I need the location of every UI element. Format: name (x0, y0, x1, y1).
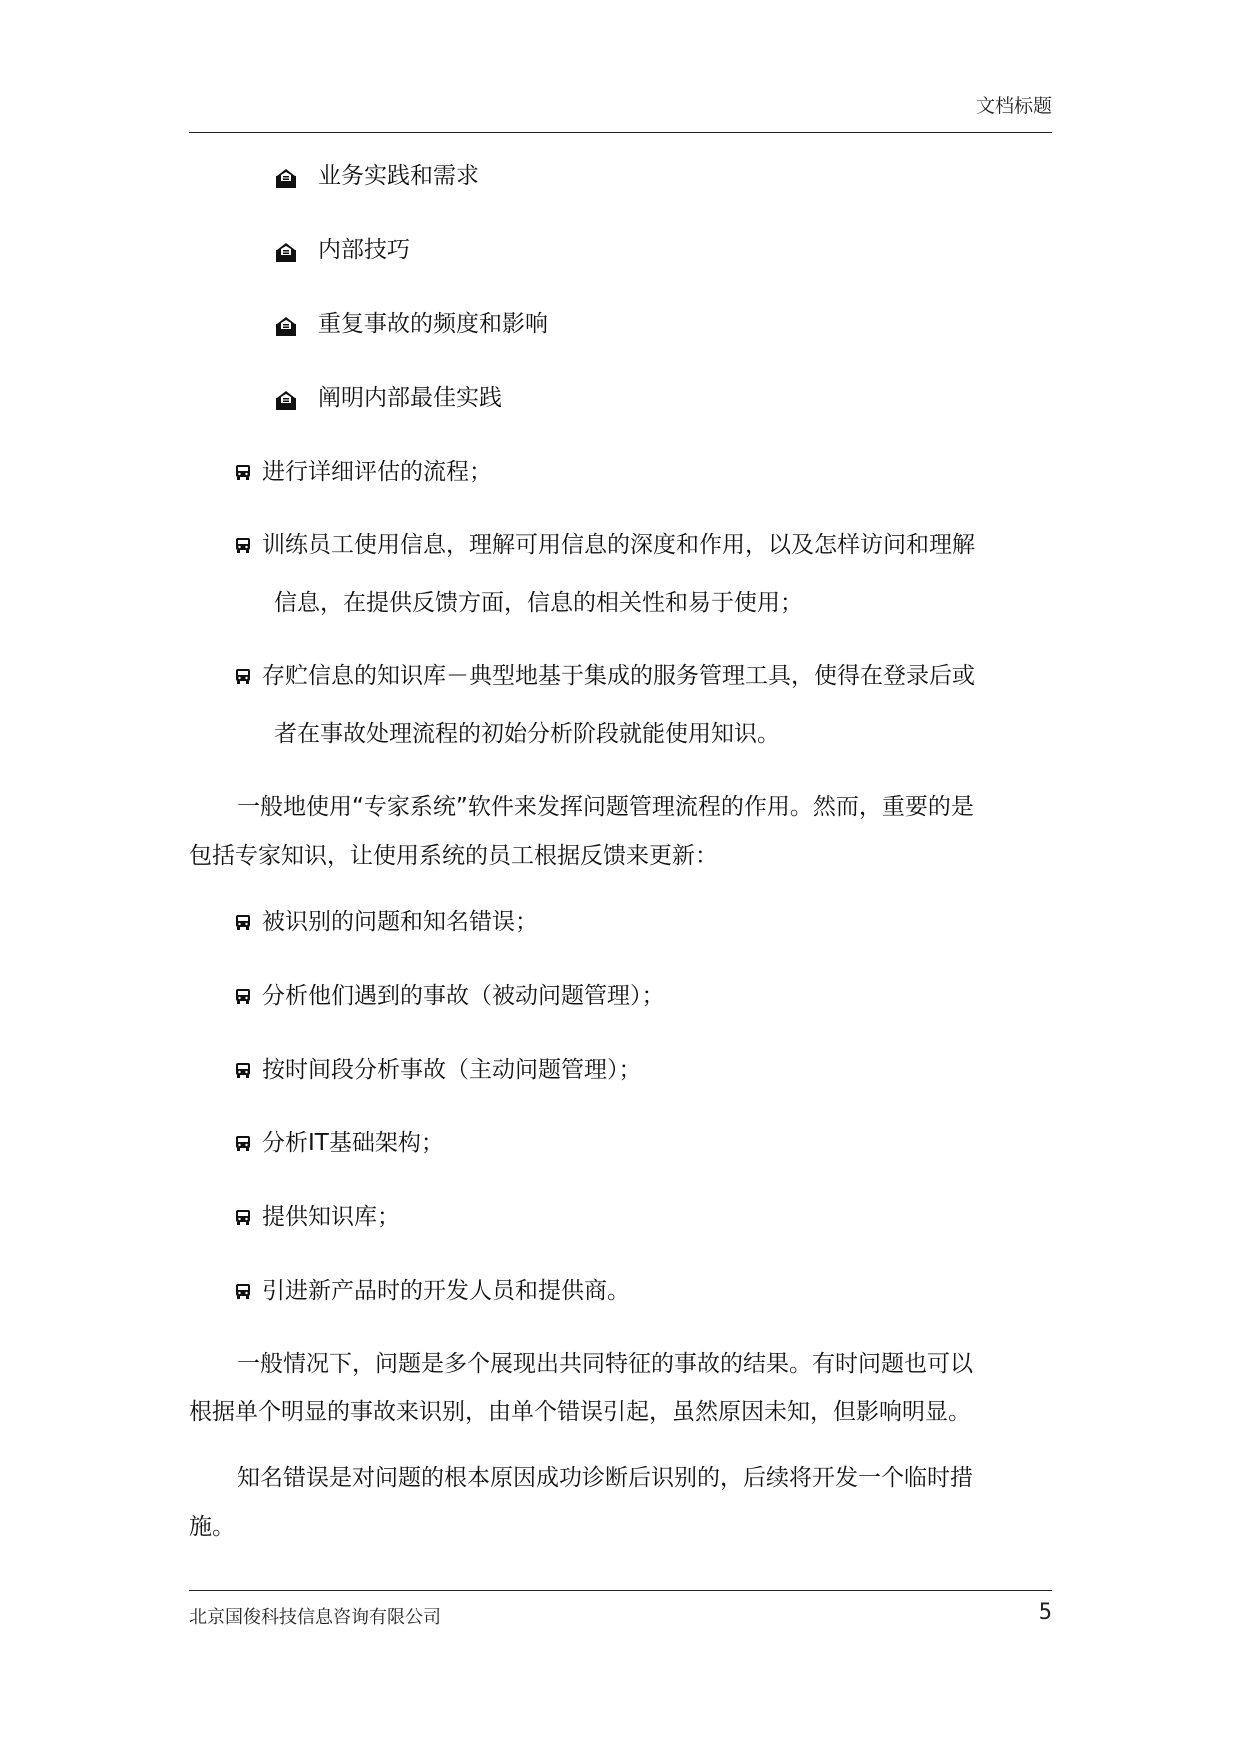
footer-rule (189, 1590, 1052, 1591)
envelope-icon (274, 389, 298, 411)
list-item-text: 按时间段分析事故（主动问题管理）； (262, 1057, 642, 1083)
paragraph-line: 知名错误是对问题的根本原因成功诊断后识别的，后续将开发一个临时措 (237, 1465, 973, 1491)
paragraph-line: 一般情况下，问题是多个展现出共同特征的事故的结果。有时问题也可以 (237, 1351, 973, 1377)
list-item-text-continued: 者在事故处理流程的初始分析阶段就能使用知识。 (274, 721, 780, 747)
paragraph-line: 包括专家知识，让使用系统的员工根据反馈来更新： (189, 843, 718, 869)
list-item-text: 存贮信息的知识库－典型地基于集成的服务管理工具，使得在登录后或 (262, 663, 975, 689)
list-item-text: 进行详细评估的流程； (262, 459, 492, 485)
paragraph-line: 根据单个明显的事故来识别，由单个错误引起，虽然原因未知，但影响明显。 (189, 1399, 971, 1425)
sub-bullet-text: 业务实践和需求 (318, 163, 479, 189)
bus-icon (235, 1283, 251, 1300)
footer-company: 北京国俊科技信息咨询有限公司 (189, 1607, 441, 1628)
bus-icon (235, 668, 251, 685)
header-rule (189, 132, 1052, 133)
list-item-text: 被识别的问题和知名错误； (262, 909, 538, 935)
list-item-text: 分析他们遇到的事故（被动问题管理）； (262, 983, 665, 1009)
list-item-text: 训练员工使用信息，理解可用信息的深度和作用，以及怎样访问和理解 (262, 532, 975, 558)
page-number: 5 (1038, 1600, 1052, 1625)
envelope-icon (274, 167, 298, 189)
bus-icon (235, 988, 251, 1005)
list-item-text: 引进新产品时的开发人员和提供商。 (262, 1278, 630, 1304)
list-item-text: 分析IT基础架构； (262, 1130, 444, 1156)
envelope-icon (274, 315, 298, 337)
bus-icon (235, 464, 251, 481)
paragraph-line: 施。 (189, 1514, 235, 1540)
sub-bullet-text: 内部技巧 (318, 237, 410, 263)
sub-bullet-text: 重复事故的频度和影响 (318, 311, 548, 337)
bus-icon (235, 537, 251, 554)
paragraph-line: 一般地使用“专家系统”软件来发挥问题管理流程的作用。然而，重要的是 (237, 794, 974, 820)
list-item-text-continued: 信息，在提供反馈方面，信息的相关性和易于使用； (274, 590, 803, 616)
bus-icon (235, 1209, 251, 1226)
bus-icon (235, 914, 251, 931)
bus-icon (235, 1062, 251, 1079)
sub-bullet-text: 阐明内部最佳实践 (318, 385, 502, 411)
header-title: 文档标题 (975, 95, 1052, 117)
envelope-icon (274, 241, 298, 263)
list-item-text: 提供知识库； (262, 1204, 400, 1230)
bus-icon (235, 1135, 251, 1152)
